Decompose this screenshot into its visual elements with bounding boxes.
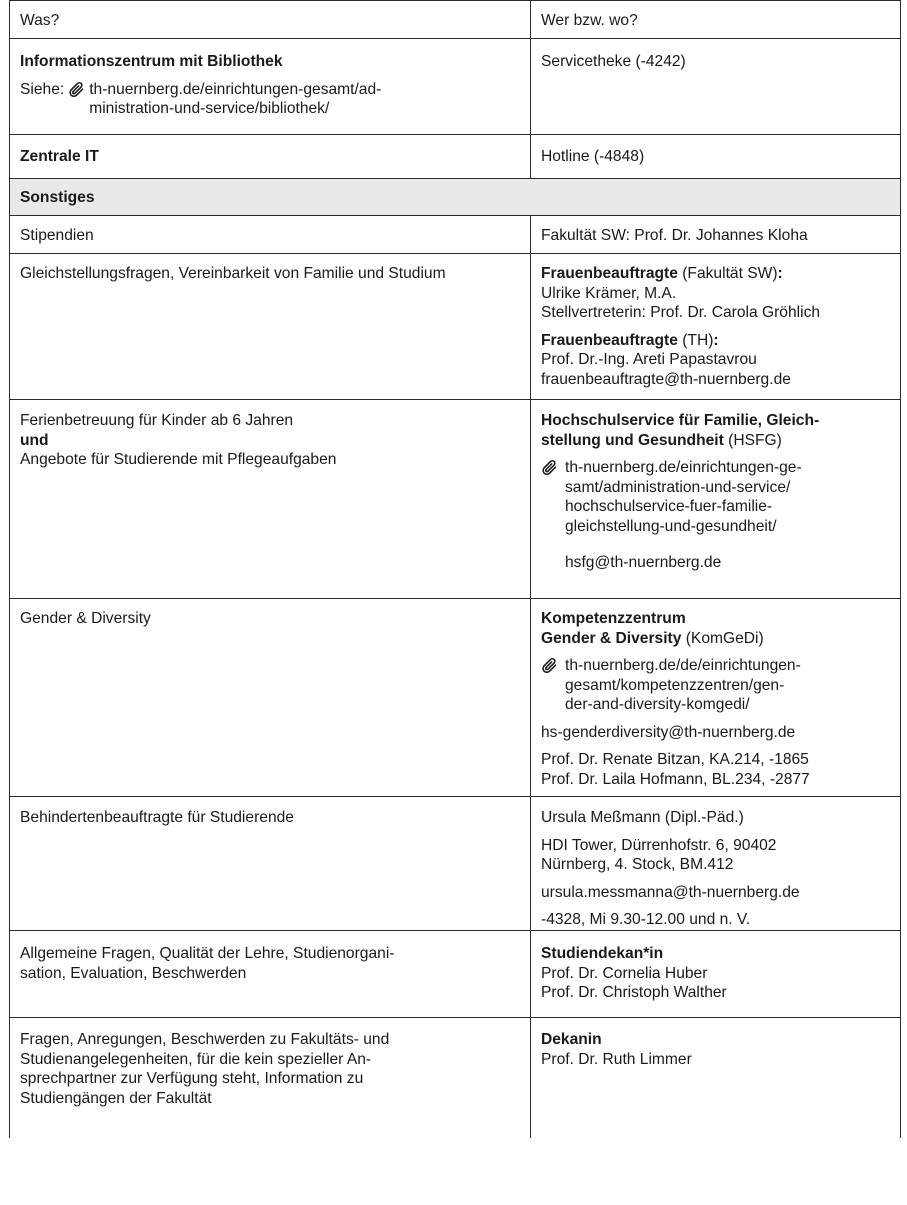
header-was-label: Was?: [20, 12, 60, 29]
ferien-topic-line3: Angebote für Studierende mit Pflegeaufgaben: [20, 451, 337, 468]
contact-table: [9, 0, 901, 1138]
komgedi-org-line1: Kompetenzzentrum: [541, 610, 686, 627]
komgedi-email[interactable]: hs-genderdiversity@th-nuernberg.de: [541, 723, 796, 741]
behinderten-topic: Behindertenbeauftragte für Studierende: [20, 809, 294, 826]
paperclip-link-icon: [68, 81, 85, 119]
hsfg-abbrev: (HSFG): [723, 431, 782, 449]
stipendien-topic: Stipendien: [20, 227, 94, 244]
allgemein-topic-line2: sation, Evaluation, Beschwerden: [20, 964, 247, 982]
infozentrum-title: Informationszentrum mit Bibliothek: [20, 53, 283, 70]
frauenbeauftragte-th-email[interactable]: frauenbeauftragte@th-nuernberg.de: [541, 370, 791, 388]
section-row-sonstiges: [10, 179, 901, 216]
table-row-gleichstellung: [10, 254, 901, 400]
infozentrum-contact-cell: [531, 39, 901, 135]
hsfg-link-line3: hochschulservice-fuer-familie-: [565, 498, 773, 515]
header-col-was: [10, 1, 531, 39]
paperclip-link-icon: [541, 459, 558, 476]
servicetheke-contact: Servicetheke (-4242): [541, 53, 686, 70]
colon: :: [777, 265, 783, 282]
komgedi-link-block[interactable]: [541, 656, 894, 715]
fragen-topic-line4: Studiengängen der Fakultät: [20, 1089, 212, 1107]
behinderten-address-line2: Nürnberg, 4. Stock, BM.412: [541, 856, 734, 873]
table-row-behinderten: [10, 797, 901, 931]
behinderten-hours: -4328, Mi 9.30-12.00 und n. V.: [541, 911, 751, 928]
hsfg-link-block[interactable]: [541, 458, 894, 536]
komgedi-org-name: Gender & Diversity: [541, 629, 682, 647]
hsfg-link-line1: th-nuernberg.de/einrichtungen-ge-: [565, 459, 802, 476]
bibliothek-link-line2: ministration-und-service/bibliothek/: [89, 100, 330, 117]
table-row-infozentrum: [10, 39, 901, 135]
infozentrum-topic-cell: [10, 39, 531, 135]
frauenbeauftragte-th-scope: (TH): [677, 331, 714, 349]
zentrale-it-topic-cell: [10, 135, 531, 179]
table-row-gender: [10, 599, 901, 797]
frauenbeauftragte-sw-heading: [541, 264, 894, 284]
gender-topic-cell: [10, 599, 531, 797]
zentrale-it-title: Zentrale IT: [20, 148, 99, 165]
fragen-topic-cell: [10, 1018, 531, 1138]
siehe-label: Siehe:: [20, 80, 65, 98]
colon: :: [713, 331, 719, 349]
section-sonstiges-cell: [10, 179, 901, 216]
table-row-allgemein: [10, 931, 901, 1018]
komgedi-abbrev: (KomGeDi): [681, 629, 764, 647]
table-row-fragen: [10, 1018, 901, 1138]
komgedi-person1: Prof. Dr. Renate Bitzan, KA.214, -1865: [541, 751, 809, 768]
studiendekan-role: Studiendekan*in: [541, 945, 664, 962]
hotline-contact: Hotline (-4848): [541, 148, 645, 165]
table-row-zentrale-it: [10, 135, 901, 179]
fragen-topic-line2: Studienangelegenheiten, für die kein spezieller An-: [20, 1050, 372, 1068]
zentrale-it-contact-cell: [531, 135, 901, 179]
frauenbeauftragte-sw-scope: (Fakultät SW): [677, 265, 778, 282]
frauenbeauftragte-sw-deputy: Stellvertreterin: Prof. Dr. Carola Gröhlich: [541, 304, 821, 321]
komgedi-person2: Prof. Dr. Laila Hofmann, BL.234, -2877: [541, 770, 810, 788]
komgedi-link-line2: gesamt/kompetenzzentren/gen-: [565, 676, 785, 694]
hsfg-link-line4: gleichstellung-und-gesundheit/: [565, 517, 777, 535]
frauenbeauftragte-th-name: Prof. Dr.-Ing. Areti Papastavrou: [541, 351, 757, 368]
table-row-ferien: [10, 400, 901, 599]
hsfg-org-line2: [541, 431, 894, 451]
komgedi-link-line3: der-and-diversity-komgedi/: [565, 696, 750, 713]
gleichstellung-contact-cell: [531, 254, 901, 400]
section-title: Sonstiges: [20, 189, 95, 206]
fragen-contact-cell: [531, 1018, 901, 1138]
behinderten-email[interactable]: ursula.messmanna@th-nuernberg.de: [541, 883, 800, 901]
frauenbeauftragte-th-heading: [541, 331, 894, 351]
behinderten-address-line1: HDI Tower, Dürrenhofstr. 6, 90402: [541, 836, 777, 854]
table-header-row: [10, 1, 901, 39]
studiendekan-person2: Prof. Dr. Christoph Walther: [541, 984, 727, 1001]
stipendien-contact-cell: [531, 216, 901, 254]
gleichstellung-topic-cell: [10, 254, 531, 400]
stipendien-topic-cell: [10, 216, 531, 254]
behinderten-name: Ursula Meßmann (Dipl.-Päd.): [541, 809, 744, 826]
dekanin-person: Prof. Dr. Ruth Limmer: [541, 1050, 692, 1068]
behinderten-topic-cell: [10, 797, 531, 931]
hsfg-link-line2: samt/administration-und-service/: [565, 478, 791, 496]
komgedi-link-line1: th-nuernberg.de/de/einrichtungen-: [565, 657, 801, 674]
hsfg-org-line1: Hochschulservice für Familie, Gleich-: [541, 412, 820, 429]
gender-topic: Gender & Diversity: [20, 610, 151, 627]
studiendekan-person1: Prof. Dr. Cornelia Huber: [541, 964, 708, 982]
frauenbeauftragte-sw-name: Ulrike Krämer, M.A.: [541, 284, 677, 302]
ferien-topic-und: und: [20, 431, 49, 449]
allgemein-topic-line1: Allgemeine Fragen, Qualität der Lehre, Studienorgani-: [20, 945, 395, 962]
table-row-stipendien: [10, 216, 901, 254]
fragen-topic-line3: sprechpartner zur Verfügung steht, Information zu: [20, 1070, 364, 1087]
hsfg-email[interactable]: hsfg@th-nuernberg.de: [565, 554, 722, 571]
infozentrum-link-block: [20, 80, 522, 119]
bibliothek-link[interactable]: [89, 80, 522, 119]
header-col-wer: [531, 1, 901, 39]
ferien-contact-cell: [531, 400, 901, 599]
gender-contact-cell: [531, 599, 901, 797]
allgemein-contact-cell: [531, 931, 901, 1018]
ferien-topic-cell: [10, 400, 531, 599]
frauenbeauftragte-th-label: Frauenbeauftragte: [541, 331, 678, 349]
hsfg-org-name: stellung und Gesundheit: [541, 431, 724, 449]
paperclip-link-icon: [541, 657, 558, 674]
komgedi-org-line2: [541, 629, 894, 649]
ferien-topic-line1: Ferienbetreuung für Kinder ab 6 Jahren: [20, 412, 294, 429]
behinderten-contact-cell: [531, 797, 901, 931]
gleichstellung-topic: Gleichstellungsfragen, Vereinbarkeit von Familie und Studium: [20, 265, 446, 282]
frauenbeauftragte-sw-label: Frauenbeauftragte: [541, 265, 678, 282]
bibliothek-link-line1: th-nuernberg.de/einrichtungen-gesamt/ad-: [89, 80, 382, 98]
fragen-topic-line1: Fragen, Anregungen, Beschwerden zu Fakultäts- und: [20, 1031, 390, 1048]
header-wer-label: Wer bzw. wo?: [541, 12, 638, 29]
stipendien-contact: Fakultät SW: Prof. Dr. Johannes Kloha: [541, 227, 808, 244]
dekanin-role: Dekanin: [541, 1031, 602, 1048]
allgemein-topic-cell: [10, 931, 531, 1018]
